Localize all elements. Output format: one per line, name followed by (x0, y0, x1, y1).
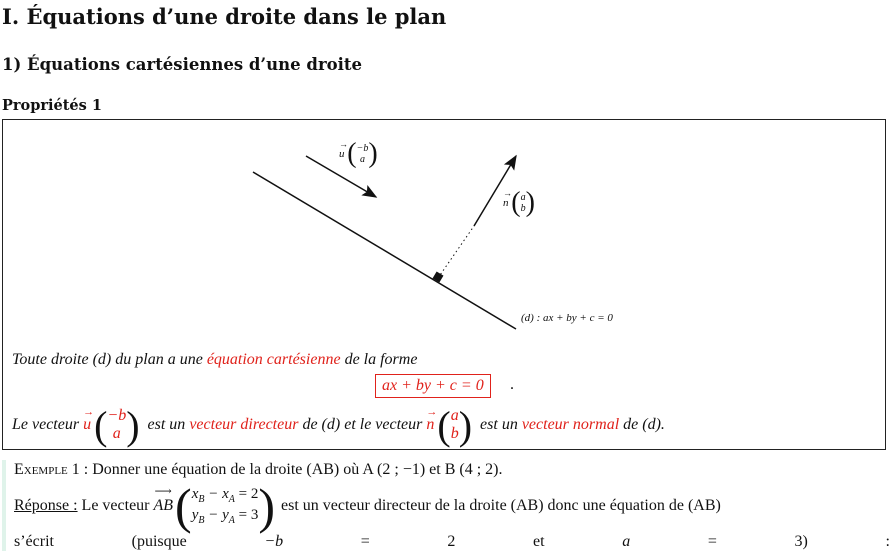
line-equation-label: (d) : ax + by + c = 0 (521, 312, 613, 324)
n-vector-label: → n ( a b ) (503, 187, 535, 218)
example-question: Exemple 1 : Donner une équation de la droite (AB) où A (2 ; −1) et B (4 ; 2). (14, 461, 503, 478)
ab-vector-components: $x_B - x_A = 2$ $y_B - y_A = 3$ (191, 486, 259, 526)
example-bar (2, 460, 6, 551)
equation-period: . (510, 376, 514, 393)
cartesian-equation-term: équation cartésienne (206, 351, 341, 368)
direction-vector-term: vecteur directeur (189, 416, 299, 433)
example-last-line: s’écrit (puisque −b = 2 et a = 3) : (14, 533, 890, 550)
equation-box: ax + by + c = 0 (375, 374, 491, 398)
subsection-title: 1) Équations cartésiennes d’une droite (2, 55, 363, 74)
example-answer: Réponse : Le vecteur ⟶ AB ( $x_B - x_A = 2$ $y_B - y_A = 3$ ) est un vecteur directeur de la droite (AB) donc une équation de (AB) (14, 478, 721, 534)
normal-vector-term: vecteur normal (521, 416, 620, 433)
answer-label: Réponse : (14, 497, 78, 514)
property-title: Propriétés 1 (2, 97, 102, 114)
n-vector-symbol: n (426, 416, 435, 433)
u-vector-label: → u ( −b a ) (339, 138, 378, 169)
example-label: Exemple 1 (14, 461, 80, 478)
property-line-1: Toute droite (d) du plan a une équation cartésienne de la forme (12, 351, 418, 368)
property-line-2: Le vecteur → u ( −b a ) est un vecteur directeur de (d) et le vecteur → n ( a b ) est un vecteur normal de (d). (12, 402, 665, 448)
u-vector-symbol: u (83, 416, 92, 433)
section-title: I. Équations d’une droite dans le plan (2, 4, 447, 29)
normal-dotted-line (438, 226, 474, 278)
line-d (253, 172, 516, 329)
ab-vector-symbol: AB (153, 497, 174, 514)
